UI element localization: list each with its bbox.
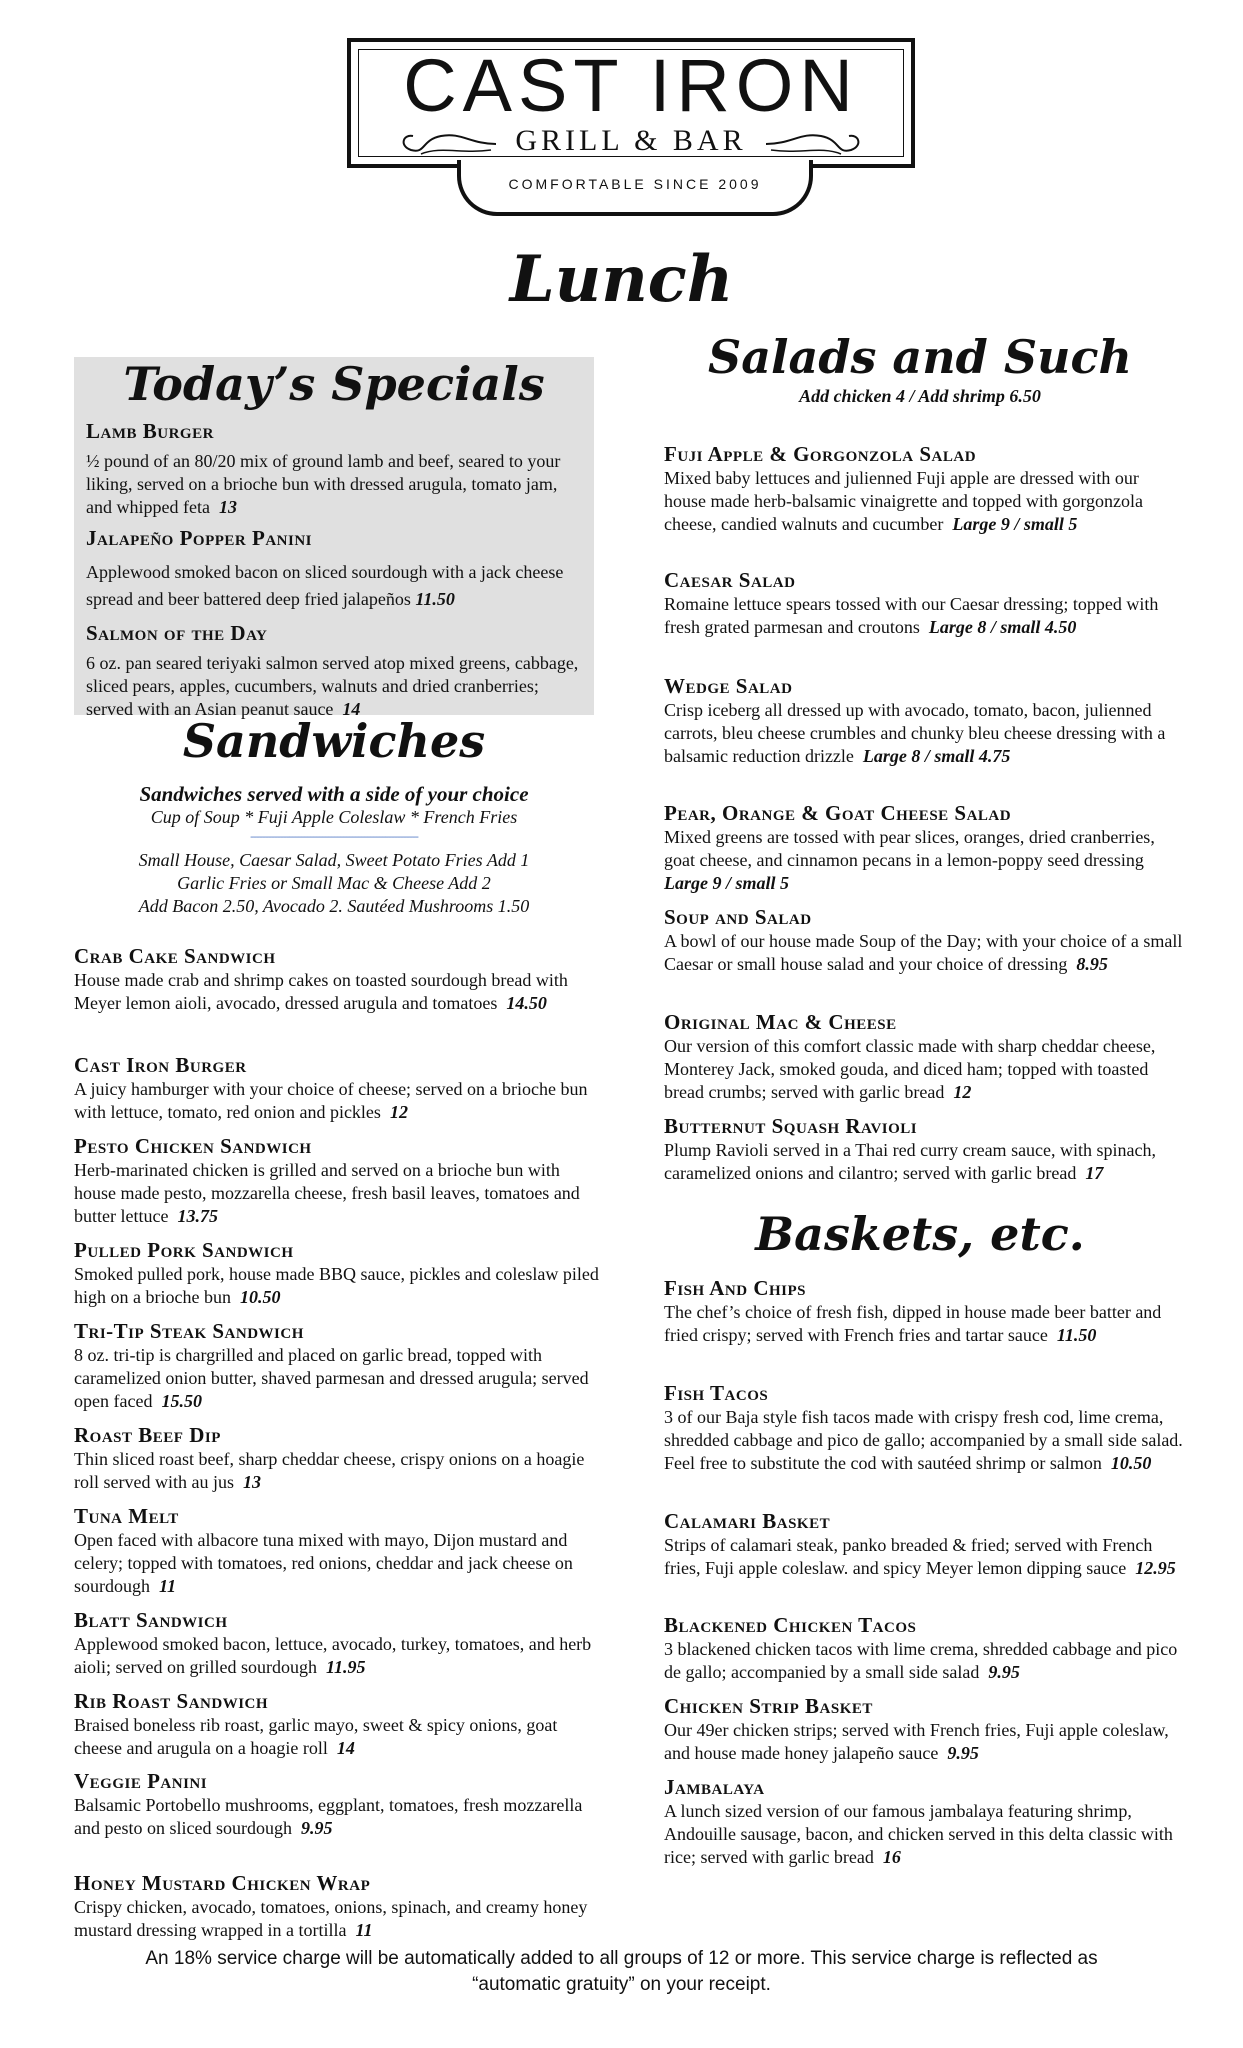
item-price: 11.50 [415,589,455,609]
item-description: House made crab and shrimp cakes on toasted sourdough bread with Meyer lemon aioli, avocado, dressed arugula and tomatoes [74,970,568,1013]
item-description: Plump Ravioli served in a Thai red curry cream sauce, with spinach, caramelized onions and cilantro; served with garlic bread [664,1140,1157,1183]
item-name: Blatt Sandwich [74,1608,228,1632]
item-name: Chicken Strip Basket [664,1694,873,1718]
list-item [74,1237,604,1309]
item-description: 3 of our Baja style fish tacos made with crispy fresh cod, lime crema, shredded cabbage and pico de gallo; accompanied by a small side salad. Feel free to substitute the cod with sautéed shrimp or salmon [664,1407,1183,1473]
sandwich-sides-note [74,783,594,918]
service-charge-notice [0,1946,1243,1998]
item-price: 13 [242,1472,261,1492]
sandwiches-heading: Sandwiches [182,714,486,768]
item-name: Cast Iron Burger [74,1053,247,1077]
footer-line-1: An 18% service charge will be automatically added to all groups of 12 or more. This service charge is reflected as [145,1948,1098,1969]
sides-note-add2: Garlic Fries or Small Mac & Cheese Add 2 [177,873,491,893]
list-item [664,800,1184,895]
list-item [74,1133,604,1228]
item-description: 6 oz. pan seared teriyaki salmon served atop mixed greens, cabbage, sliced pears, apples, cucumbers, walnuts and dried cranberries; served with an Asian peanut sauce [86,653,579,719]
list-item [664,673,1184,768]
item-name: Salmon of the Day [86,621,268,645]
item-name: Jalapeño Popper Panini [86,526,312,550]
item-description: Our 49er chicken strips; served with French fries, Fuji apple coleslaw, and house made honey jalapeño sauce [664,1720,1169,1763]
item-price: 11 [159,1576,177,1596]
item-price: Large 8 / small 4.50 [928,617,1077,637]
item-price: 10.50 [1110,1453,1152,1473]
item-description: Mixed greens are tossed with pear slices, oranges, dried cranberries, goat cheese, and cinnamon pecans in a lemon-poppy seed dressing [664,827,1155,870]
item-price: 14 [342,699,361,719]
item-name: Roast Beef Dip [74,1423,221,1447]
item-description: Herb-marinated chicken is grilled and served on a brioche bun with house made pesto, mozzarella cheese, fresh basil leaves, tomatoes and butter lettuce [74,1160,580,1226]
list-item [74,1318,604,1413]
item-price: Large 9 / small 5 [664,873,789,893]
item-name: Fish Tacos [664,1381,769,1405]
item-price: 14.50 [506,993,547,1013]
item-name: Fish And Chips [664,1276,807,1300]
item-price: 17 [1085,1163,1104,1183]
restaurant-logo [347,38,911,238]
item-price: 16 [882,1847,901,1867]
item-name: Tuna Melt [74,1504,179,1528]
list-item [664,1380,1184,1475]
item-price: 13 [218,497,237,517]
item-name: Wedge Salad [664,674,793,698]
item-price: 13.75 [177,1206,218,1226]
item-price: 11.50 [1056,1325,1097,1345]
item-name: Honey Mustard Chicken Wrap [74,1871,371,1895]
logo-frame [347,38,915,168]
item-description: A lunch sized version of our famous jambalaya featuring shrimp, Andouille sausage, bacon, and chicken served in this delta classic with rice; served with garlic bread [664,1801,1173,1867]
item-price: 9.95 [988,1662,1020,1682]
item-price: 14 [336,1738,355,1758]
item-price: 12 [953,1082,972,1102]
item-description: 8 oz. tri-tip is chargrilled and placed on garlic bread, topped with caramelized onion butter, shaved parmesan and dressed arugula; served open faced [74,1345,589,1411]
item-name: Lamb Burger [86,419,214,443]
list-item [86,418,586,519]
list-item [86,620,586,721]
divider: -------------------------------------------------------- [250,829,418,843]
list-item [664,1612,1184,1684]
list-item [74,1607,604,1679]
item-price: 11.95 [325,1657,366,1677]
list-item [86,525,586,613]
list-item [74,1422,604,1494]
salads-heading: Salads and Such [708,330,1132,384]
item-name: Crab Cake Sandwich [74,944,276,968]
sides-note-add1: Small House, Caesar Salad, Sweet Potato Fries Add 1 [138,850,530,870]
sides-note-heading: Sandwiches served with a side of your choice [139,782,529,806]
item-description: Smoked pulled pork, house made BBQ sauce, pickles and coleslaw piled high on a brioche bun [74,1264,599,1307]
menu-title: Lunch [509,242,734,317]
item-description: Applewood smoked bacon on sliced sourdough with a jack cheese spread and beer battered deep fried jalapeños [86,562,564,609]
list-item [74,1768,604,1840]
item-price: 9.95 [947,1743,979,1763]
item-description: Romaine lettuce spears tossed with our Caesar dressing; topped with fresh grated parmesan and croutons [664,594,1159,637]
list-item [664,1275,1184,1347]
item-description: Mixed baby lettuces and julienned Fuji apple are dressed with our house made herb-balsamic vinaigrette and topped with gorgonzola cheese, candied walnuts and cucumber [664,468,1144,534]
item-name: Fuji Apple & Gorgonzola Salad [664,442,977,466]
item-description: ½ pound of an 80/20 mix of ground lamb and beef, seared to your liking, served on a brioche bun with dressed arugula, tomato jam, and whipped feta [86,451,561,517]
baskets-heading: Baskets, etc. [755,1207,1085,1261]
item-name: Blackened Chicken Tacos [664,1613,917,1637]
item-name: Calamari Basket [664,1509,831,1533]
sides-note-add3: Add Bacon 2.50, Avocado 2. Sautéed Mushrooms 1.50 [138,896,530,916]
list-item [664,904,1184,976]
item-description: The chef’s choice of fresh fish, dipped in house made beer batter and fried crispy; served with French fries and tartar sauce [664,1302,1162,1345]
list-item [664,1009,1184,1104]
item-price: 10.50 [239,1287,281,1307]
list-item [74,1052,604,1124]
footer-line-2: “automatic gratuity” on your receipt. [472,1974,771,1995]
item-description: Strips of calamari steak, panko breaded & fried; served with French fries, Fuji apple coleslaw. and spicy Meyer lemon dipping sauce [664,1535,1153,1578]
list-item [664,567,1184,639]
item-name: Butternut Squash Ravioli [664,1114,918,1138]
item-name: Pesto Chicken Sandwich [74,1134,312,1158]
item-description: Applewood smoked bacon, lettuce, avocado, turkey, tomatoes, and herb aioli; served on grilled sourdough [74,1634,592,1677]
right-flourish-icon [761,124,871,160]
item-description: Our version of this comfort classic made with sharp cheddar cheese, Monterey Jack, smoked gouda, and diced ham; topped with toasted bread crumbs; served with garlic bread [664,1036,1156,1102]
item-description: Braised boneless rib roast, garlic mayo, sweet & spicy onions, goat cheese and arugula on a hoagie roll [74,1715,558,1758]
logo-title: CAST IRON [403,44,859,127]
item-price: 15.50 [161,1391,202,1411]
logo-tagline-banner [457,160,813,216]
item-name: Pulled Pork Sandwich [74,1238,294,1262]
list-item [74,1688,604,1760]
list-item [664,441,1184,536]
item-description: Crisp iceberg all dressed up with avocado, tomato, bacon, julienned carrots, bleu cheese crumbles and chunky bleu cheese dressing with a balsamic reduction drizzle [664,700,1166,766]
list-item [664,1693,1184,1765]
item-name: Soup and Salad [664,905,812,929]
item-description: Thin sliced roast beef, sharp cheddar cheese, crispy onions on a hoagie roll served with au jus [74,1449,585,1492]
item-name: Original Mac & Cheese [664,1010,897,1034]
item-name: Jambalaya [664,1775,765,1799]
logo-tagline: COMFORTABLE SINCE 2009 [508,176,762,192]
item-description: 3 blackened chicken tacos with lime crema, shredded cabbage and pico de gallo; accompanied by a small side salad [664,1639,1178,1682]
item-description: A bowl of our house made Soup of the Day; with your choice of a small Caesar or small house salad and your choice of dressing [664,931,1183,974]
item-price: Large 8 / small 4.75 [862,746,1011,766]
item-price: 8.95 [1076,954,1108,974]
item-price: 12 [389,1102,408,1122]
item-description: Open faced with albacore tuna mixed with mayo, Dijon mustard and celery; topped with tomatoes, red onions, cheddar and jack cheese on sourdough [74,1530,573,1596]
sides-note-options: Cup of Soup * Fuji Apple Coleslaw * French Fries [150,807,518,827]
item-name: Pear, Orange & Goat Cheese Salad [664,801,1012,825]
list-item [74,943,604,1015]
item-description: A juicy hamburger with your choice of cheese; served on a brioche bun with lettuce, tomato, red onion and pickles [74,1079,588,1122]
item-name: Veggie Panini [74,1769,208,1793]
logo-subtitle: GRILL & BAR [515,124,747,157]
list-item [664,1508,1184,1580]
item-price: 12.95 [1135,1558,1176,1578]
item-price: 11 [355,1920,373,1940]
list-item [74,1870,604,1942]
salads-addon-note: Add chicken 4 / Add shrimp 6.50 [799,386,1041,406]
item-name: Tri-Tip Steak Sandwich [74,1319,304,1343]
item-name: Caesar Salad [664,568,796,592]
item-name: Rib Roast Sandwich [74,1689,269,1713]
item-price: 9.95 [300,1818,333,1838]
list-item [664,1113,1184,1185]
item-description: Balsamic Portobello mushrooms, eggplant, tomatoes, fresh mozzarella and pesto on sliced sourdough [74,1795,583,1838]
list-item [664,1774,1184,1869]
item-price: Large 9 / small 5 [952,514,1078,534]
specials-heading: Today’s Specials [123,357,545,411]
left-flourish-icon [391,124,501,160]
list-item [74,1503,604,1598]
item-description: Crispy chicken, avocado, tomatoes, onions, spinach, and creamy honey mustard dressing wrapped in a tortilla [74,1897,588,1940]
